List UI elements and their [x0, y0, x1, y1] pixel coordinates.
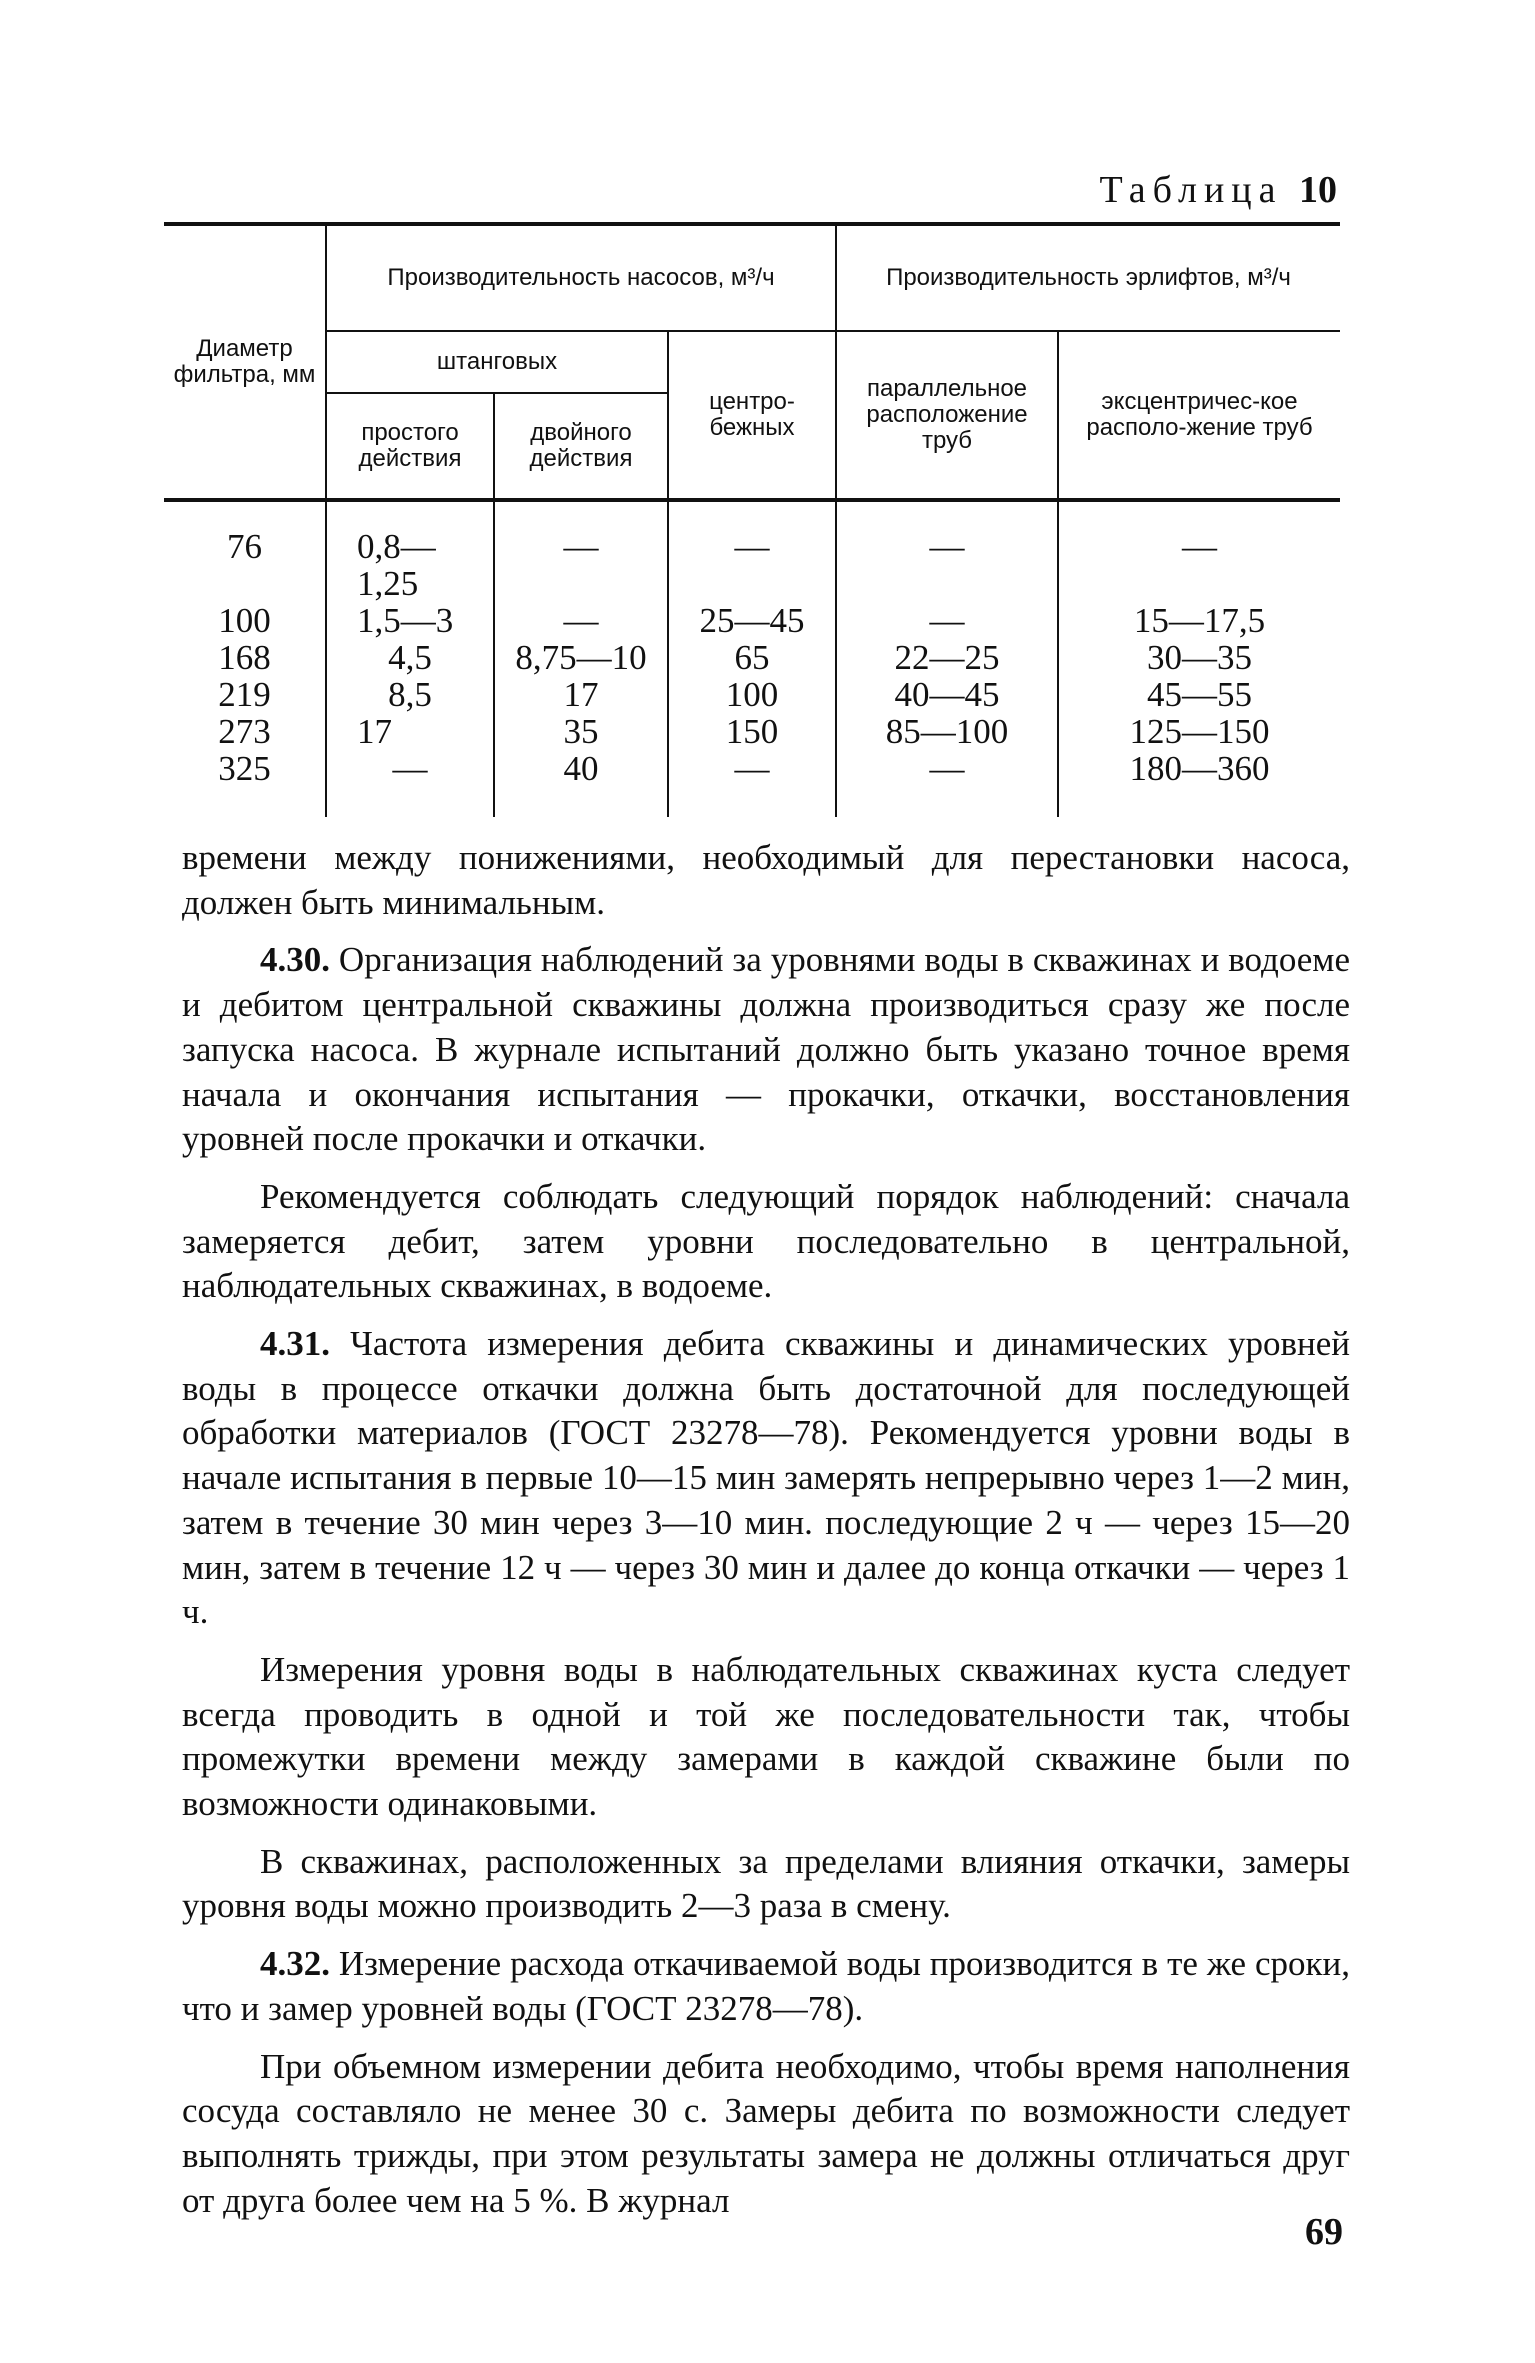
- cell-centrifugal: —: [668, 750, 836, 817]
- cell-double: —: [494, 500, 668, 602]
- header-pumps: Производительность насосов, м³/ч: [326, 224, 836, 331]
- cell-double: 8,75—10: [494, 639, 668, 676]
- cell-eccentric: 30—35: [1058, 639, 1340, 676]
- header-rod-pumps: штанговых: [326, 331, 668, 393]
- cell-diameter: 219: [218, 675, 271, 714]
- cell-eccentric: 45—55: [1058, 676, 1340, 713]
- section-number: 4.32.: [260, 1944, 330, 1984]
- table-row: [164, 602, 1340, 639]
- header-diameter: Диаметр фильтра, мм: [164, 224, 326, 500]
- section-number: 4.30.: [260, 940, 330, 980]
- paragraph: [182, 1175, 1350, 1309]
- cell-centrifugal: 25—45: [668, 602, 836, 639]
- cell-single: 0,8—1,25: [326, 500, 494, 602]
- table-caption-number: 10: [1299, 169, 1337, 211]
- cell-centrifugal: 150: [668, 713, 836, 750]
- paragraph-text: Измерение расхода откачиваемой воды производится в те же сроки, что и замер уровней воды (ГОСТ 23278—78).: [182, 1944, 1350, 2028]
- header-single-action: простого действия: [326, 393, 494, 500]
- cell-single: 17: [326, 713, 494, 750]
- cell-eccentric: —: [1058, 500, 1340, 602]
- table-row: [164, 676, 1340, 713]
- paragraph: [182, 1648, 1350, 1827]
- cell-parallel: 40—45: [836, 676, 1058, 713]
- section-number: 4.31.: [260, 1324, 330, 1364]
- cell-diameter: 100: [218, 601, 271, 640]
- header-eccentric-pipes: эксцентричес-кое располо-жение труб: [1058, 331, 1340, 500]
- paragraph-text: Организация наблюдений за уровнями воды в скважинах и водоеме и дебитом центральной скважины должна производиться сразу же после запуска насоса. В журнале испытаний должно быть указано точное время начала и окончания испытания — прокачки, откачки, восстановления уровней после прокачки и откачки.: [182, 940, 1350, 1159]
- paragraph-text: Рекомендуется соблюдать следующий порядок наблюдений: сначала замеряется дебит, затем уровни последовательно в центральной, наблюдательных скважинах, в водоеме.: [182, 1176, 1350, 1306]
- cell-eccentric: 15—17,5: [1058, 602, 1340, 639]
- cell-diameter: 273: [218, 712, 271, 751]
- paragraph-text: При объемном измерении дебита необходимо, чтобы время наполнения сосуда составляло не менее 30 с. Замеры дебита по возможности следует выполнять трижды, при этом результаты замера не должны отличаться друг от друга более чем на 5 %. В журнал: [182, 2046, 1350, 2220]
- cell-double: —: [494, 602, 668, 639]
- paragraph: [182, 1322, 1350, 1635]
- paragraph: [182, 836, 1350, 925]
- cell-eccentric: 180—360: [1058, 750, 1340, 817]
- table-caption: [1099, 168, 1337, 212]
- cell-centrifugal: 65: [668, 639, 836, 676]
- paragraph: [182, 1840, 1350, 1929]
- cell-double: 17: [494, 676, 668, 713]
- paragraph-text: Частота измерения дебита скважины и динамических уровней воды в процессе откачки должна быть достаточной для последующей обработки материалов (ГОСТ 23278—78). Рекомендуется уровни воды в начале испытания в первые 10—15 мин замерять непрерывно через 1—2 мин, затем в течение 30 мин через 3—10 мин. последующие 2 ч — через 15—20 мин, затем в течение 12 ч — через 30 мин и далее до конца откачки — через 1 ч.: [182, 1324, 1350, 1632]
- table-caption-word: Таблица: [1099, 169, 1283, 211]
- cell-parallel: 22—25: [836, 639, 1058, 676]
- paragraph-text: В скважинах, расположенных за пределами влияния откачки, замеры уровня воды можно производить 2—3 раза в смену.: [182, 1841, 1350, 1926]
- cell-parallel: —: [836, 500, 1058, 602]
- cell-single: 1,5—3: [326, 602, 494, 639]
- table-row: [164, 713, 1340, 750]
- header-double-action: двойного действия: [494, 393, 668, 500]
- cell-centrifugal: —: [668, 500, 836, 602]
- cell-parallel: —: [836, 602, 1058, 639]
- cell-single: 8,5: [326, 676, 494, 713]
- paragraph-text: времени между понижениями, необходимый для перестановки насоса, должен быть минимальным.: [182, 838, 1350, 922]
- paragraph: [182, 1942, 1350, 2031]
- table-row: [164, 750, 1340, 817]
- paragraph: [182, 2045, 1350, 2224]
- cell-single: —: [326, 750, 494, 817]
- cell-eccentric: 125—150: [1058, 713, 1340, 750]
- table-row: [164, 639, 1340, 676]
- page-number: 69: [1305, 2211, 1343, 2253]
- cell-diameter: 76: [227, 527, 262, 566]
- cell-double: 35: [494, 713, 668, 750]
- paragraph-text: Измерения уровня воды в наблюдательных скважинах куста следует всегда проводить в одной и той же последовательности так, чтобы промежутки времени между замерами в каждой скважине были по возможности одинаковыми.: [182, 1649, 1350, 1824]
- cell-diameter: 168: [218, 638, 271, 677]
- header-centrifugal: центро-бежных: [668, 331, 836, 500]
- paragraph: [182, 938, 1350, 1162]
- cell-centrifugal: 100: [668, 676, 836, 713]
- body-text: [182, 836, 1350, 2236]
- cell-parallel: —: [836, 750, 1058, 817]
- data-table: [164, 222, 1340, 817]
- cell-parallel: 85—100: [836, 713, 1058, 750]
- table-row: [164, 500, 1340, 602]
- cell-single: 4,5: [326, 639, 494, 676]
- header-parallel-pipes: параллельное расположение труб: [836, 331, 1058, 500]
- header-airlifts: Производительность эрлифтов, м³/ч: [836, 224, 1340, 331]
- cell-diameter: 325: [218, 749, 271, 788]
- cell-double: 40: [494, 750, 668, 817]
